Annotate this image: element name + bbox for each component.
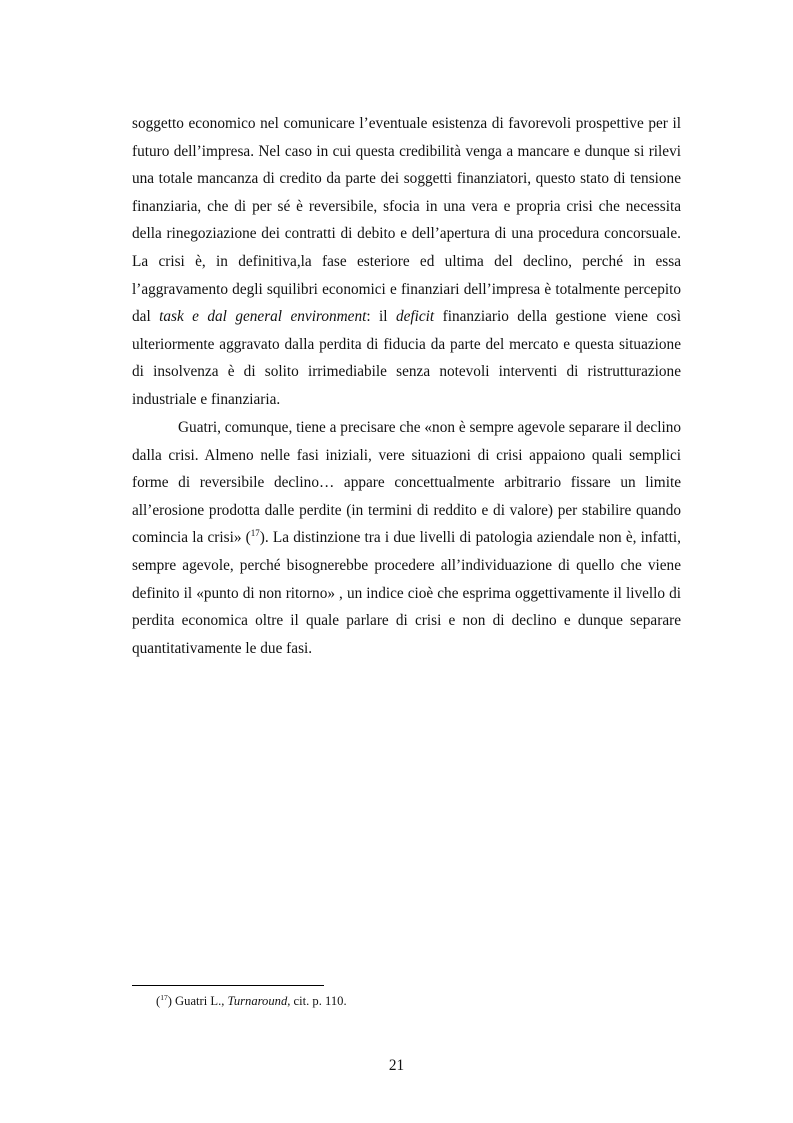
footnote-author: Guatri L., [171, 994, 228, 1008]
footnote-separator [132, 985, 324, 986]
footnote-close-paren: ) [167, 994, 172, 1008]
paragraph-2-text-a: Guatri, comunque, tiene a precisare che «non è sempre agevole separare il declino dalla crisi. Almeno nelle fasi iniziali, vere situazioni di crisi appaiono quali semplici forme di reversibile declino… appare concettualmente arbitrario fissare un limite all’erosione prodotta dalle perdite (in termini di reddito e di valore) per stabilire quando comincia la crisi» ( [132, 419, 681, 547]
paragraph-1-text-c: finanziario della gestione viene così ulteriormente aggravato dalla perdita di fiducia da parte del mercato e questa situazione di insolvenza è di solito irrimediabile senza notevoli interventi di ristrutturazione industriale e finanziaria. [132, 308, 681, 408]
paragraph-1-italic-phrase: task e dal general environment [159, 308, 367, 326]
body-paragraph-1 [132, 110, 681, 414]
footnote-citation-rest: , cit. p. 110. [287, 994, 347, 1008]
paragraph-1-text-b: : il [366, 308, 396, 326]
body-paragraph-2 [132, 414, 681, 662]
page-number: 21 [388, 1057, 405, 1074]
footnote-open-paren: ( [156, 994, 161, 1008]
footnote-number: 17 [160, 993, 168, 1002]
paragraph-1-text-a: soggetto economico nel comunicare l’eventuale esistenza di favorevoli prospettive per il futuro dell’impresa. Nel caso in cui questa credibilità venga a mancare e dunque si rilevi una totale mancanza di credito da parte dei soggetti finanziatori, questo stato di tensione finanziaria, che di per sé è reversibile, sfocia in una vera e propria crisi che necessita della rinegoziazione dei contratti di debito e dell’apertura di una procedura concorsuale. La crisi è, in definitiva,la fase esteriore ed ultima del declino, perché in essa l’aggravamento degli squilibri economici e finanziari dell’impresa è totalmente percepito dal [132, 115, 681, 326]
footnote-reference-17: 17 [250, 528, 260, 539]
footnote-title: Turnaround [227, 994, 288, 1008]
paragraph-2-text-b: ). La distinzione tra i due livelli di patologia aziendale non è, infatti, sempre agevole, perché bisognerebbe procedere all’individuazione di quello che viene definito il «punto di non ritorno» , un indice cioè che esprima oggettivamente il livello di perdita economica oltre il quale parlare di crisi e non di declino e dunque separare quantitativamente le due fasi. [132, 529, 681, 657]
paragraph-1-italic-deficit: deficit [395, 308, 435, 326]
footnote-17 [156, 993, 347, 1009]
